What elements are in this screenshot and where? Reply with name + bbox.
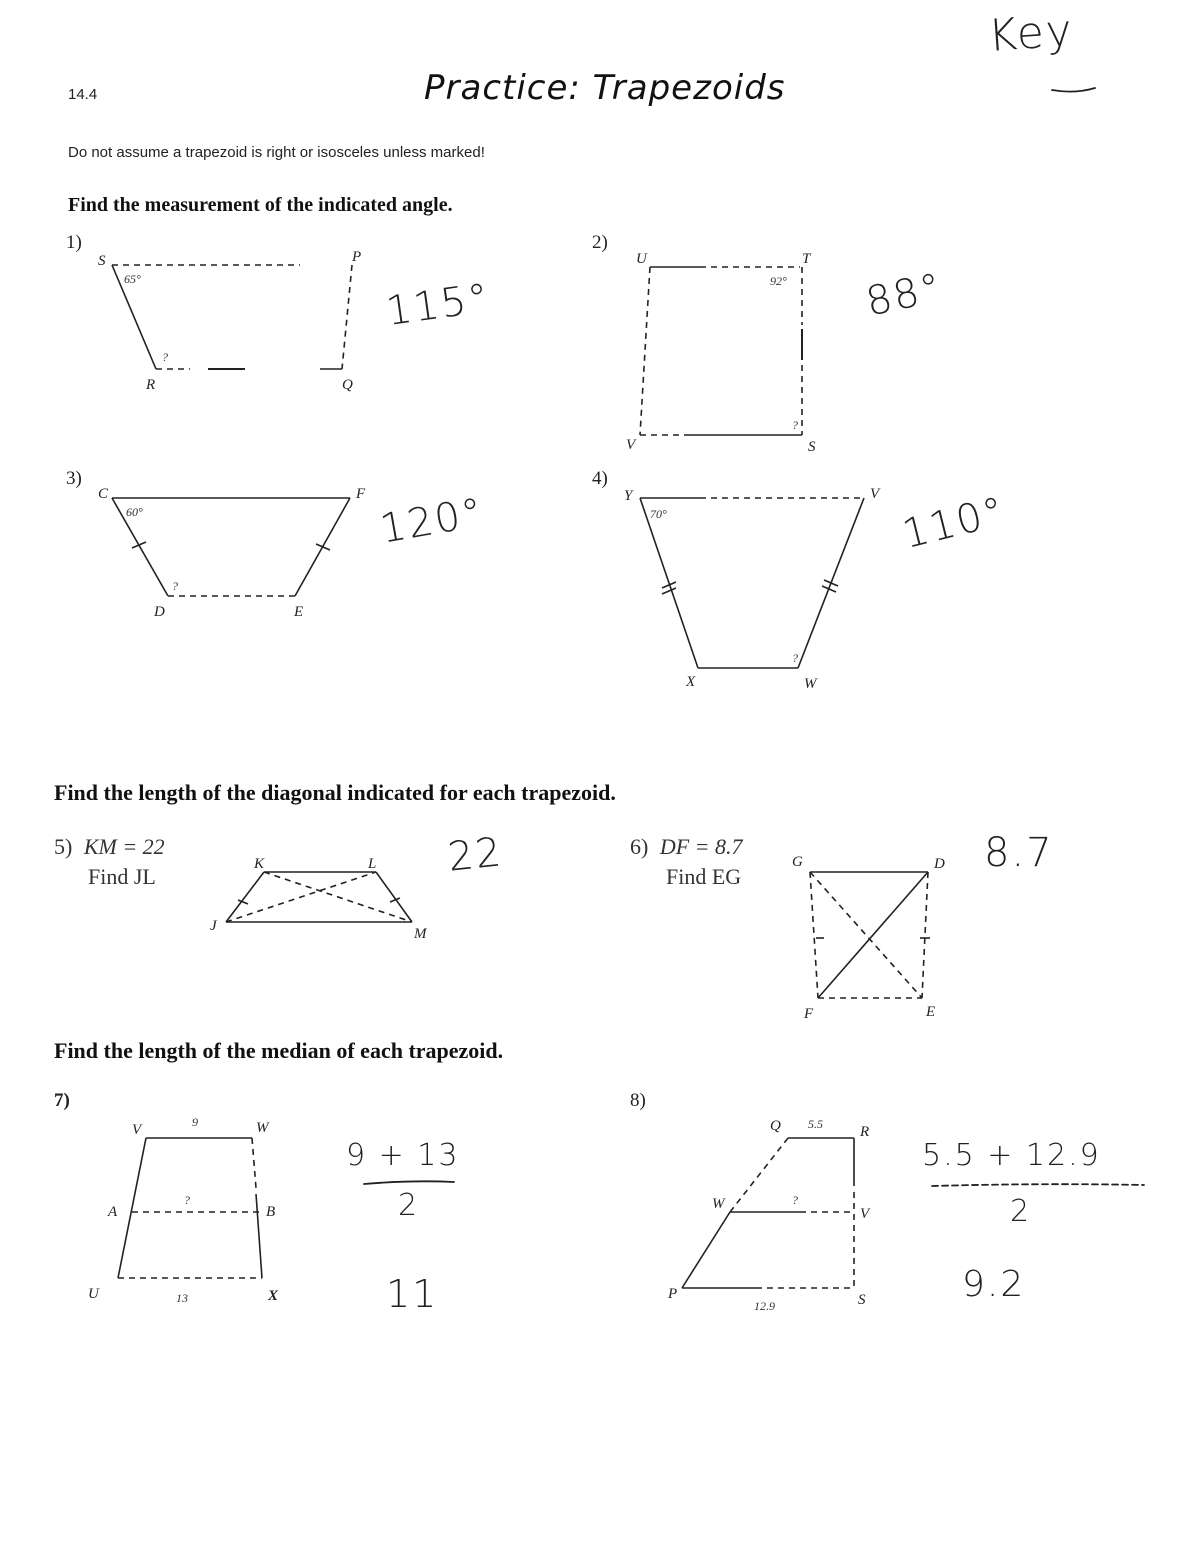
vertex-label: F (356, 486, 366, 502)
vertex-label: R (146, 377, 156, 393)
fraction-bar-8 (930, 1178, 1150, 1192)
answer-2: 88° (862, 264, 947, 326)
vertex-label: V (626, 437, 636, 453)
problem-number-6: 6) (630, 834, 649, 859)
vertex-label: F (804, 1006, 814, 1022)
trapezoid-diagram-2 (620, 245, 830, 460)
vertex-label: B (266, 1204, 276, 1220)
trapezoid-diagram-1 (90, 245, 370, 395)
answer-4: 110° (897, 488, 1011, 558)
problem-number-3: 3) (66, 468, 82, 489)
instruction-text: Do not assume a trapezoid is right or isosceles unless marked! (68, 144, 485, 161)
unknown-angle-label: ? (162, 350, 168, 364)
answer-7: 11 (386, 1272, 439, 1316)
vertex-label: K (254, 856, 265, 872)
problem-number-1: 1) (66, 232, 82, 253)
section-heading-angle: Find the measurement of the indicated angle. (68, 194, 453, 216)
given-statement: DF = 8.7 (659, 834, 743, 859)
trapezoid-diagram-5 (200, 848, 440, 948)
answer-5: 22 (445, 829, 506, 881)
vertex-label: C (98, 486, 109, 502)
vertex-label: G (792, 854, 803, 870)
vertex-label: D (154, 604, 165, 620)
vertex-label: J (210, 918, 217, 934)
unknown-angle-label: ? (792, 651, 798, 665)
answer-3: 120° (376, 489, 488, 553)
vertex-label: W (712, 1196, 725, 1212)
given-angle-label: 65° (124, 272, 141, 286)
work-numerator-7: 9 + 13 (346, 1138, 460, 1173)
vertex-label: V (132, 1122, 142, 1138)
problem-number-7: 7) (54, 1090, 70, 1111)
trapezoid-diagram-7 (80, 1108, 300, 1318)
answer-6: 8.7 (984, 830, 1054, 876)
section-heading-diagonal: Find the length of the diagonal indicated for each trapezoid. (54, 780, 616, 805)
vertex-label: M (414, 926, 427, 942)
vertex-label: D (934, 856, 945, 872)
answer-8: 9.2 (962, 1264, 1026, 1305)
bottom-base-length: 12.9 (754, 1299, 775, 1313)
section-heading-median: Find the length of the median of each trapezoid. (54, 1038, 504, 1063)
vertex-label: R (860, 1124, 870, 1140)
vertex-label: Q (342, 377, 353, 393)
top-base-length: 5.5 (808, 1117, 823, 1131)
vertex-label: U (88, 1286, 99, 1302)
trapezoid-diagram-8 (660, 1108, 890, 1318)
vertex-label: Y (624, 488, 633, 504)
trapezoid-diagram-3 (90, 478, 380, 623)
vertex-label: S (98, 253, 106, 269)
vertex-label: P (352, 249, 362, 265)
median-unknown: ? (184, 1193, 190, 1207)
problem-number-4: 4) (592, 468, 608, 489)
vertex-label: W (804, 676, 817, 692)
trapezoid-diagram-6 (780, 848, 980, 1028)
vertex-label: S (808, 439, 816, 455)
given-angle-label: 70° (650, 507, 667, 521)
vertex-label: U (636, 251, 647, 267)
problem-number-2: 2) (592, 232, 608, 253)
given-angle-label: 92° (770, 274, 787, 288)
work-denominator-8: 2 (1010, 1194, 1032, 1229)
section-number: 14.4 (68, 86, 98, 103)
median-unknown: ? (792, 1193, 798, 1207)
vertex-label: V (860, 1206, 870, 1222)
answer-1: 115° (383, 274, 494, 336)
problem-number-8: 8) (630, 1090, 646, 1111)
unknown-angle-label: ? (792, 418, 798, 432)
vertex-label: W (256, 1120, 269, 1136)
vertex-label: Q (770, 1118, 781, 1134)
top-base-length: 9 (192, 1115, 198, 1129)
key-underline (1050, 80, 1100, 100)
work-numerator-8: 5.5 + 12.9 (922, 1138, 1101, 1173)
given-angle-label: 60° (126, 505, 143, 519)
problem-5-text (54, 832, 165, 892)
find-statement: Find JL (88, 864, 156, 889)
vertex-label: X (686, 674, 696, 690)
vertex-label: X (268, 1288, 279, 1304)
bottom-base-length: 13 (176, 1291, 188, 1305)
vertex-label: S (858, 1292, 866, 1308)
vertex-label: T (802, 251, 811, 267)
page-title: Practice: Trapezoids (424, 68, 786, 108)
problem-number-5: 5) (54, 834, 73, 859)
vertex-label: A (108, 1204, 118, 1220)
vertex-label: V (870, 486, 880, 502)
vertex-label: L (368, 856, 377, 872)
problem-6-text (630, 832, 743, 892)
trapezoid-diagram-4 (620, 478, 890, 693)
work-denominator-7: 2 (398, 1188, 420, 1223)
vertex-label: E (926, 1004, 936, 1020)
unknown-angle-label: ? (172, 579, 178, 593)
find-statement: Find EG (666, 864, 742, 889)
answer-key-note: Key (986, 5, 1076, 62)
given-statement: KM = 22 (83, 834, 165, 859)
vertex-label: P (668, 1286, 678, 1302)
vertex-label: E (294, 604, 304, 620)
